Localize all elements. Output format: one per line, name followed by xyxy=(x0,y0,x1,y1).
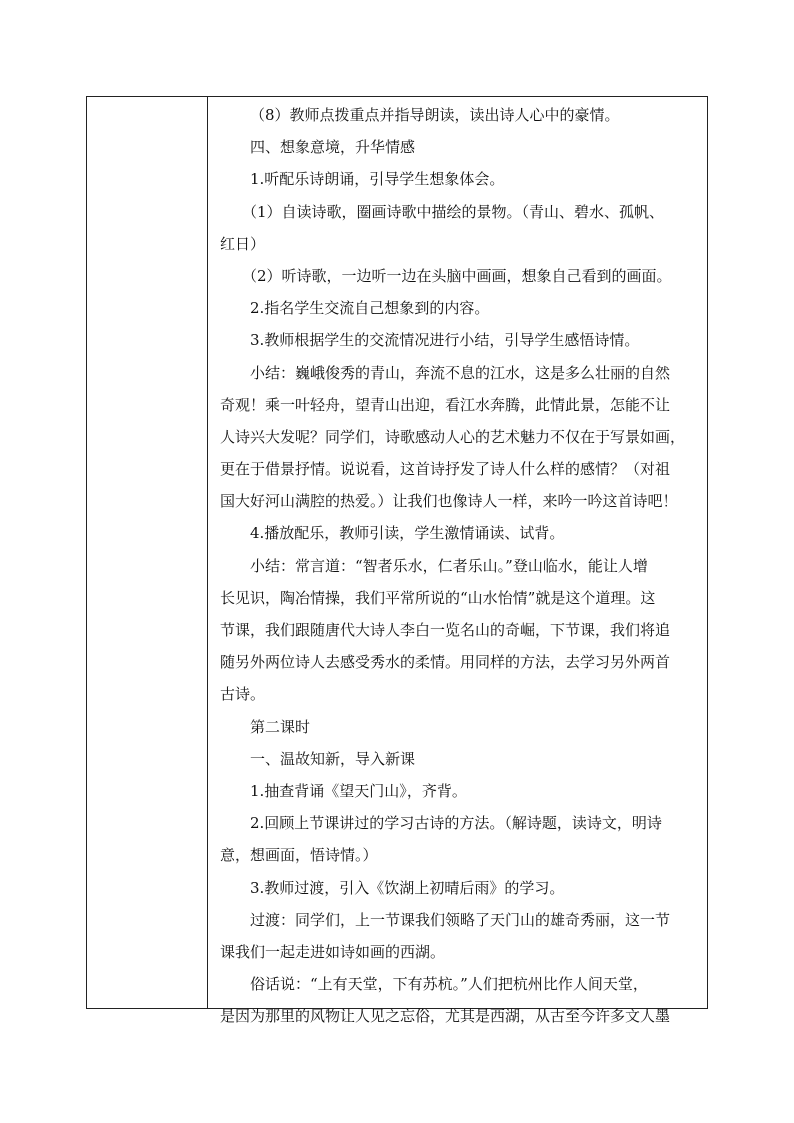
text-line: 1.抽查背诵《望天门山》，齐背。 xyxy=(250,781,467,800)
text-line: 3.教师根据学生的交流情况进行小结，引导学生感悟诗情。 xyxy=(250,331,640,350)
text-line: 是因为那里的风物让人见之忘俗，尤其是西湖，从古至今许多文人墨 xyxy=(220,1007,671,1026)
content-column xyxy=(208,97,707,1026)
label-column xyxy=(87,97,208,1008)
text-line: （8）教师点拨重点并指导朗读，读出诗人心中的豪情。 xyxy=(250,106,620,124)
text-line: （1）自读诗歌，圈画诗歌中描绘的景物。（青山、碧水、孤帆、 xyxy=(242,202,665,221)
text-line: 俗话说：“上有天堂，下有苏杭。”人们把杭州比作人间天堂， xyxy=(250,975,648,994)
text-line: 过渡：同学们，上一节课我们领略了天门山的雄奇秀丽，这一节 xyxy=(250,910,671,929)
text-line: 课我们一起走进如诗如画的西湖。 xyxy=(220,942,446,961)
text-line: 更在于借景抒情。说说看，这首诗抒发了诗人什么样的感情？（对祖 xyxy=(220,460,671,479)
text-line: 随另外两位诗人去感受秀水的柔情。用同样的方法，去学习另外两首 xyxy=(220,653,671,672)
text-line: 奇观！乘一叶轻舟，望青山出迎，看江水奔腾，此情此景，怎能不让 xyxy=(220,395,671,414)
text-line: 节课，我们跟随唐代大诗人李白一览名山的奇崛，下节课，我们将追 xyxy=(220,621,671,639)
text-line: 古诗。 xyxy=(220,685,266,704)
text-line: 1.听配乐诗朗诵，引导学生想象体会。 xyxy=(250,170,505,189)
section-heading: 一、温故知新，导入新课 xyxy=(250,749,416,768)
text-line: 国大好河山满腔的热爱。）让我们也像诗人一样，来吟一吟这首诗吧！ xyxy=(220,492,678,511)
text-line: 小结：常言道：“智者乐水，仁者乐山。”登山临水，能让人增 xyxy=(250,556,648,575)
text-line: （2）听诗歌，一边听一边在头脑中画画，想象自己看到的画面。 xyxy=(242,266,672,285)
text-line: 意，想画面，悟诗情。） xyxy=(220,846,378,865)
lesson-table xyxy=(86,96,708,1026)
text-line: 小结：巍峨俊秀的青山，奔流不息的江水，这是多么壮丽的自然 xyxy=(250,363,671,382)
text-line: 3.教师过渡，引入《饮湖上初晴后雨》的学习。 xyxy=(250,878,565,897)
text-line: 2.指名学生交流自己想象到的内容。 xyxy=(250,299,490,318)
text-line: 红日） xyxy=(220,234,266,253)
text-line: 人诗兴大发呢？同学们，诗歌感动人心的艺术魅力不仅在于写景如画， xyxy=(220,427,686,446)
text-line: 4.播放配乐，教师引读，学生激情诵读、试背。 xyxy=(250,524,565,543)
section-heading: 四、想象意境，升华情感 xyxy=(250,138,416,157)
lesson-period-heading: 第二课时 xyxy=(250,717,311,736)
text-line: 2.回顾上节课讲过的学习古诗的方法。（解诗题，读诗文，明诗 xyxy=(250,814,662,833)
text-line: 长见识，陶冶情操，我们平常所说的“山水怡情”就是这个道理。这 xyxy=(220,588,656,607)
